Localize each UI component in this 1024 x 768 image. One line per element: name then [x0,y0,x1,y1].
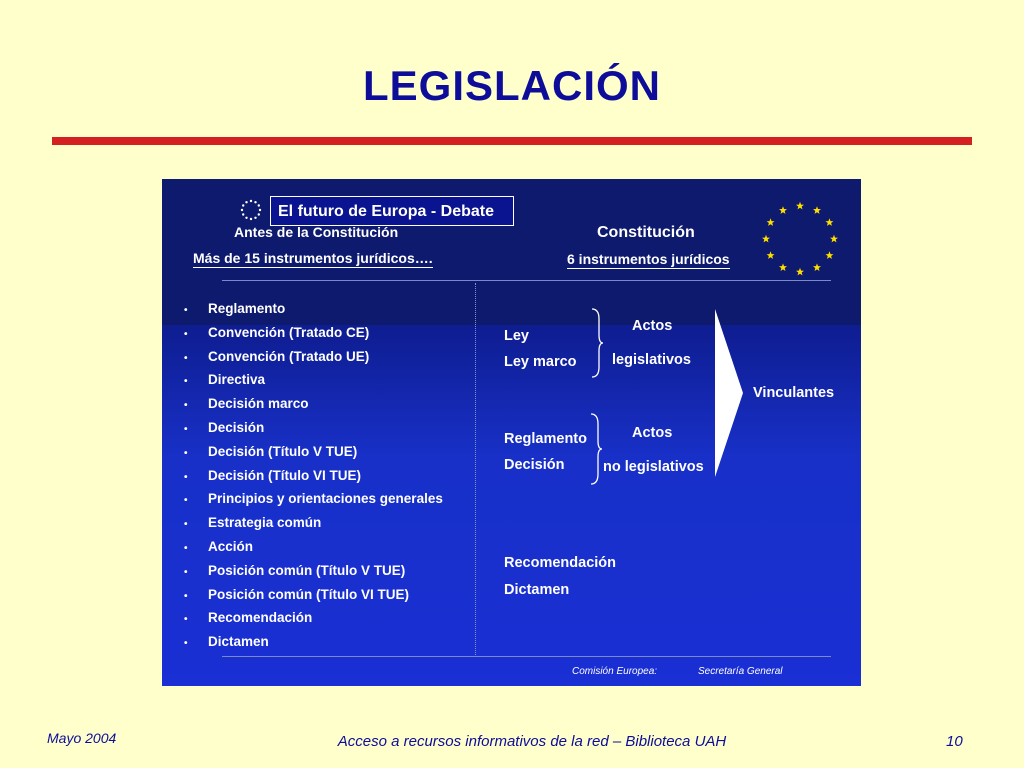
list-item: • Decisión (Título VI TUE) [184,467,362,483]
list-item: • Principios y orientaciones generales [184,491,443,507]
list-item: • Decisión marco [184,396,309,412]
group2-brace [589,412,603,486]
group1-label-line2: legislativos [612,352,691,368]
right-header-title: Constitución [597,224,695,241]
list-item: • Acción [184,538,254,554]
list-item: • Estrategia común [184,515,322,531]
binding-label: Vinculantes [753,385,835,401]
group3-item-recomendacion: Recomendación [504,555,616,571]
eu-flag-icon [238,197,264,223]
list-item: • Convención (Tratado CE) [184,324,370,340]
page-number: 10 [946,733,963,750]
list-item: • Decisión (Título V TUE) [184,443,358,459]
group1-item-ley: Ley [504,328,529,344]
left-header-subtitle: Más de 15 instrumentos jurídicos…. [193,250,433,266]
credit-right: Secretaría General [698,666,783,677]
group1-brace [590,307,604,379]
list-item: • Reglamento [184,301,286,316]
group1-item-ley-marco: Ley marco [504,354,577,370]
footer-title: Acceso a recursos informativos de la red – Biblioteca UAH [337,733,727,750]
eu-stars-icon [760,201,840,277]
list-item: • Convención (Tratado UE) [184,348,370,364]
debate-panel [162,179,861,686]
credit-left: Comisión Europea: [572,666,658,677]
column-divider [475,283,476,657]
header-divider [222,280,831,281]
slide-title: LEGISLACIÓN [362,62,661,109]
arrow-right-icon [715,309,745,477]
footer-date: Mayo 2004 [47,730,117,746]
right-header-subtitle: 6 instrumentos jurídicos [567,251,730,267]
group2-label-line2: no legislativos [603,459,704,475]
group2-label-line1: Actos [632,425,673,441]
list-item: • Directiva [184,372,266,388]
footer-divider [222,656,831,657]
list-item: • Decisión [184,419,265,435]
group1-label-line1: Actos [632,318,673,334]
left-header-title: Antes de la Constitución [234,224,399,240]
list-item: • Recomendación [184,610,313,626]
list-item: • Posición común (Título V TUE) [184,562,406,578]
group2-item-decision: Decisión [504,457,565,473]
instrument-list [184,297,443,654]
title-rule [52,137,972,145]
group2-item-reglamento: Reglamento [504,431,587,447]
debate-banner: El futuro de Europa - Debate [270,196,514,226]
list-item: • Posición común (Título VI TUE) [184,586,409,602]
group3-item-dictamen: Dictamen [504,582,570,598]
list-item: • Dictamen [184,634,269,650]
